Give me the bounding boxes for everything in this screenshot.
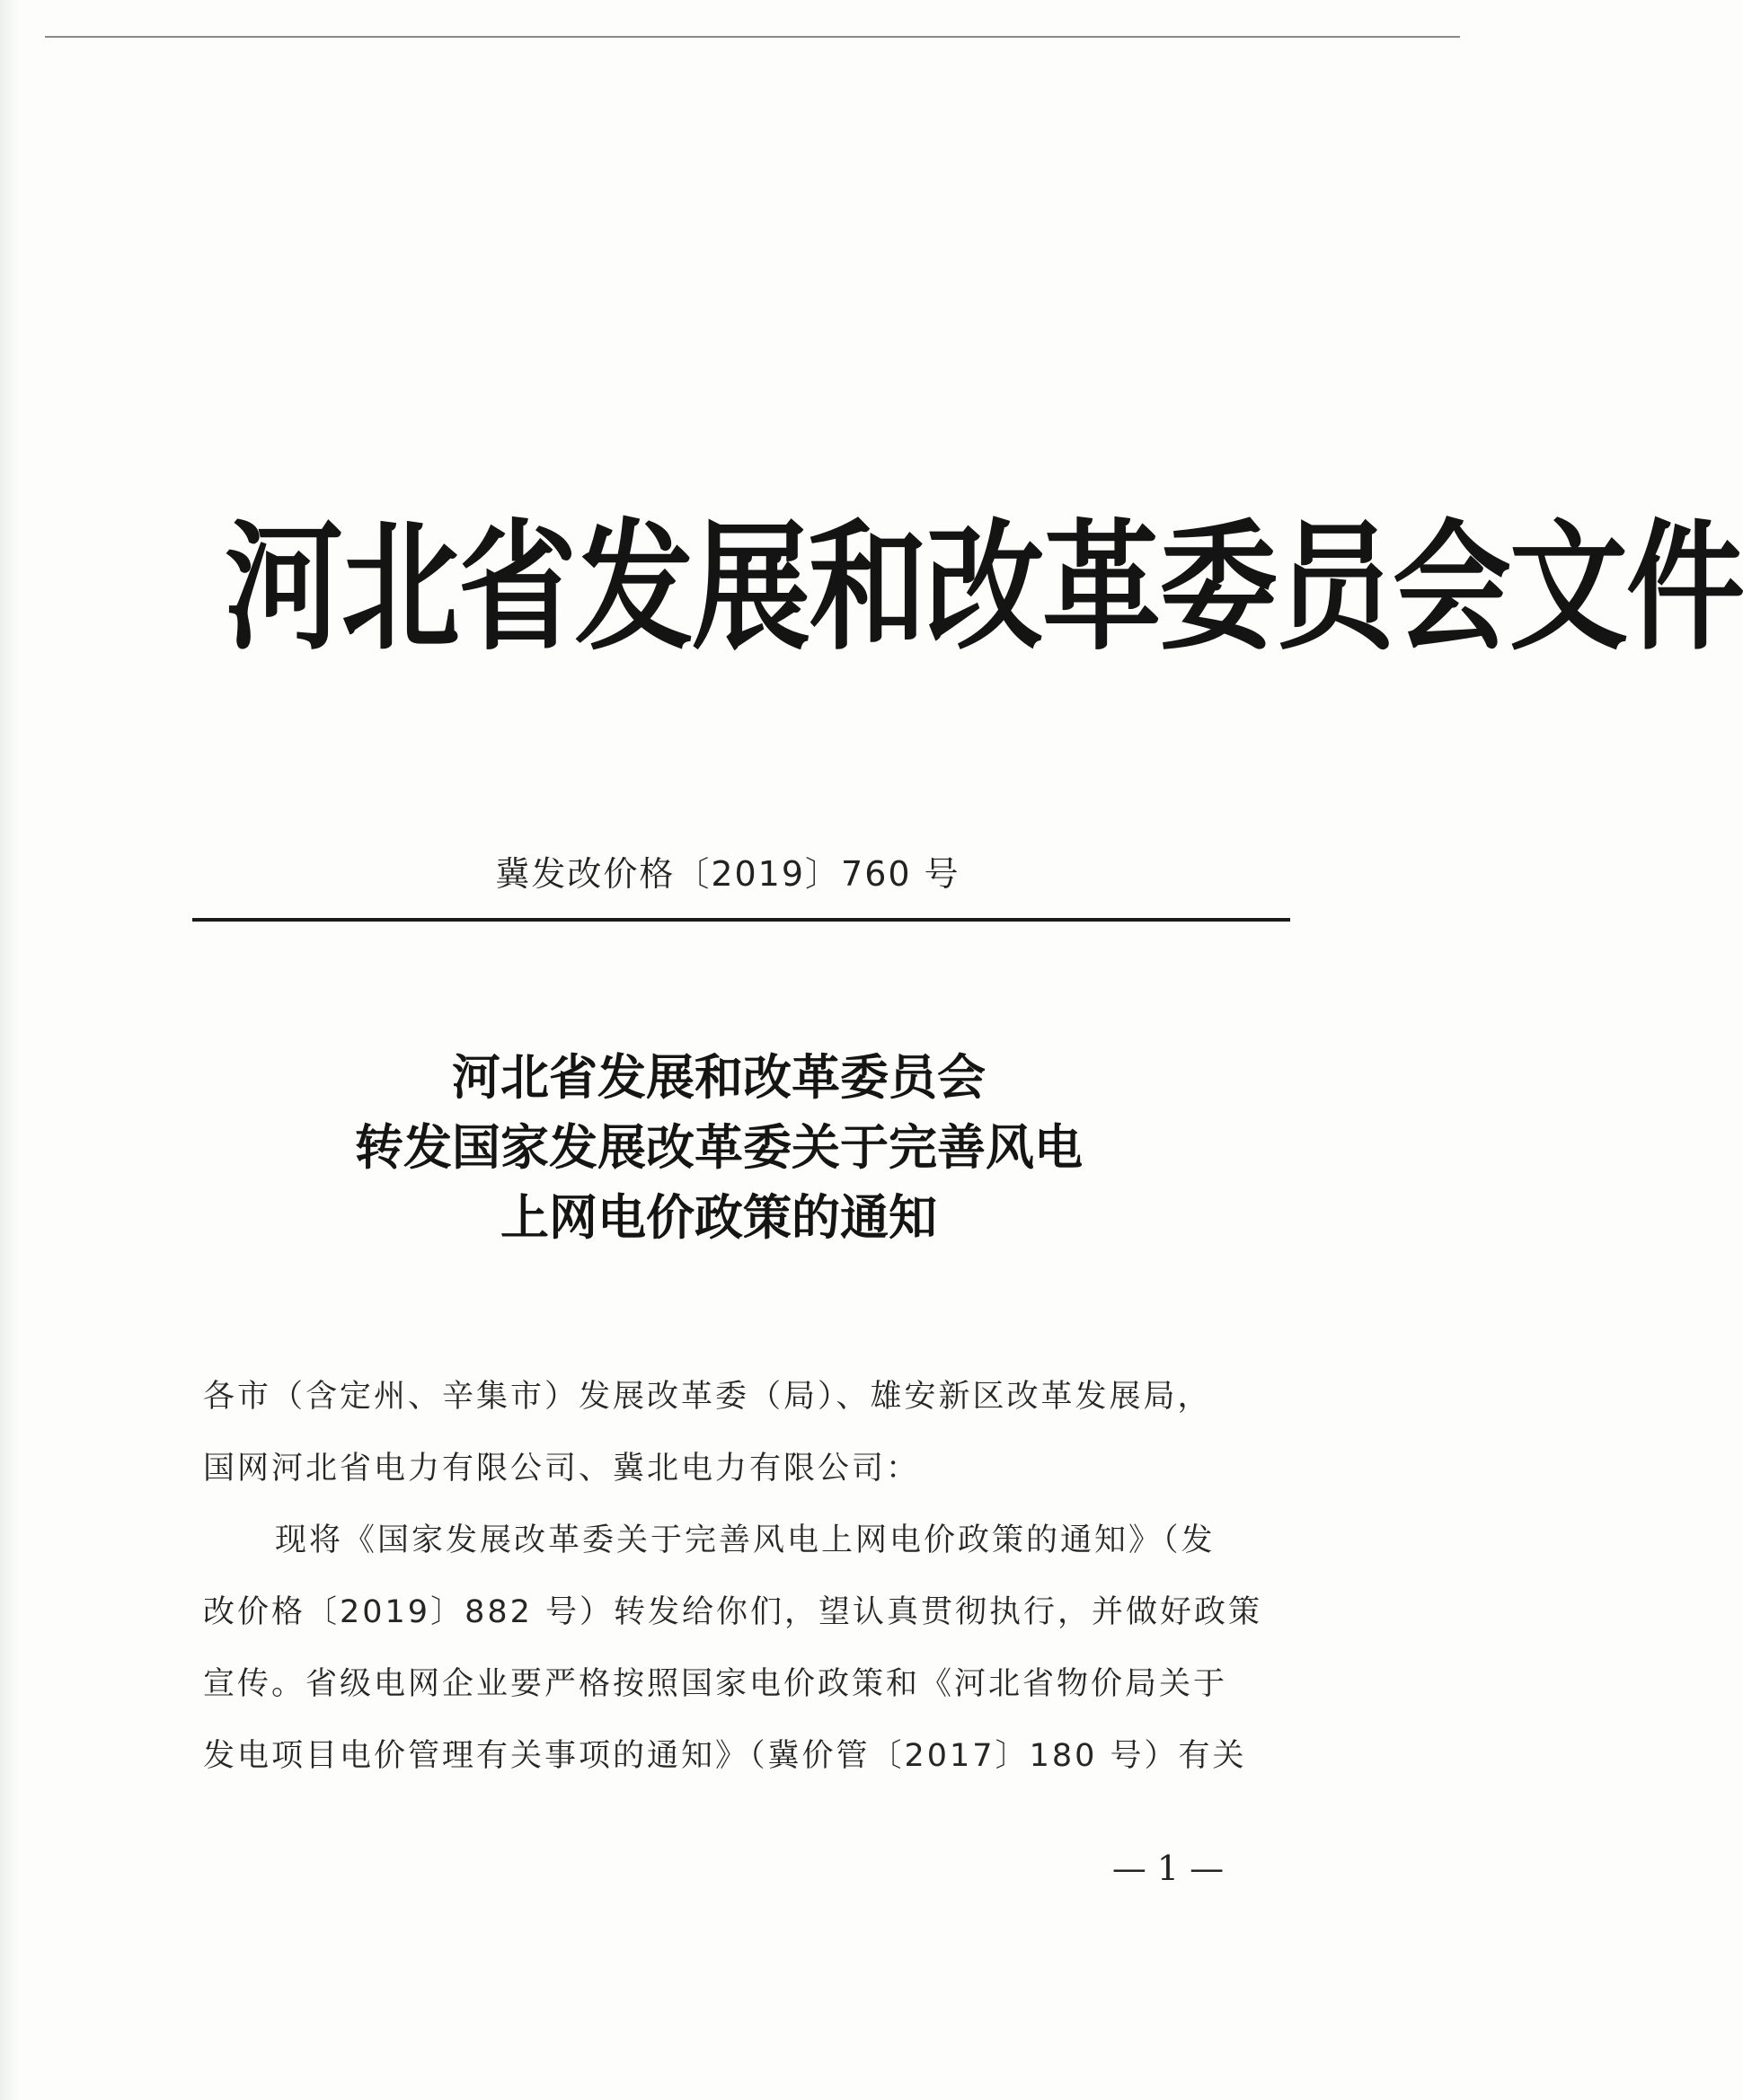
- title-line: 转发国家发展改革委关于完善风电: [355, 1118, 1083, 1176]
- paragraph-line: 改价格〔2019〕882 号）转发给你们，望认真贯彻执行，并做好政策: [203, 1594, 1263, 1630]
- addressee-line: 国网河北省电力有限公司、冀北电力有限公司：: [203, 1451, 921, 1487]
- document-number: 冀发改价格〔2019〕760 号: [495, 854, 960, 894]
- top-border-line: [45, 36, 1460, 38]
- addressee-line: 各市（含定州、辛集市）发展改革委（局）、雄安新区改革发展局，: [203, 1379, 1212, 1415]
- document-masthead: 河北省发展和改革委员会文件: [225, 507, 1743, 670]
- document-body: [203, 1361, 1263, 1792]
- document-title: [225, 1042, 1213, 1252]
- scan-edge-shadow: [0, 0, 20, 2100]
- paragraph-line: 现将《国家发展改革委关于完善风电上网电价政策的通知》（发: [275, 1522, 1216, 1558]
- header-separator-line: [192, 918, 1290, 922]
- title-line: 河北省发展和改革委员会: [452, 1048, 986, 1106]
- paragraph-line: 宣传。省级电网企业要严格按照国家电价政策和《河北省物价局关于: [203, 1666, 1228, 1702]
- page-number: — 1 —: [1111, 1849, 1225, 1888]
- title-line: 上网电价政策的通知: [500, 1188, 937, 1246]
- paragraph-line: 发电项目电价管理有关事项的通知》（冀价管〔2017〕180 号）有关: [203, 1738, 1247, 1774]
